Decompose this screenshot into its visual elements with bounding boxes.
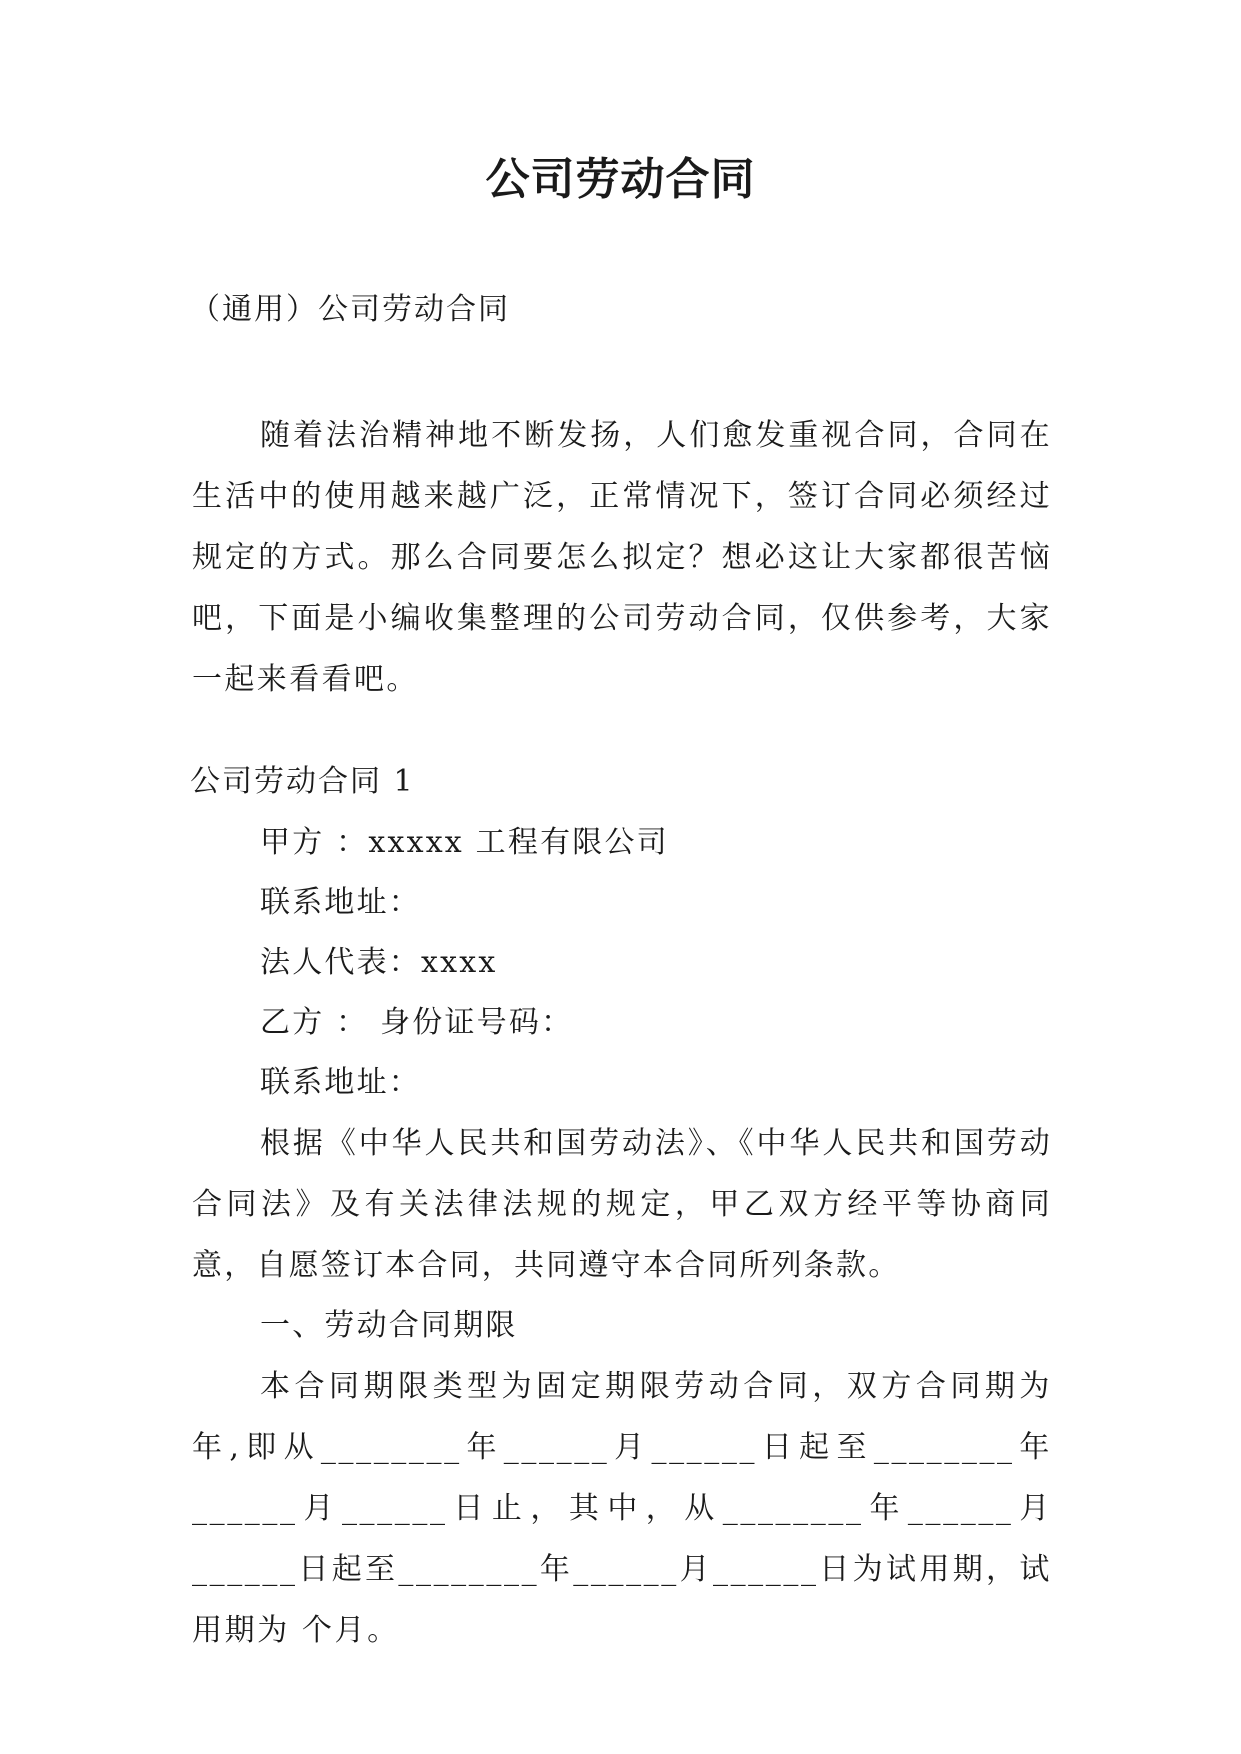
intro-paragraph: 随着法治精神地不断发扬，人们愈发重视合同，合同在生活中的使用越来越广泛，正常情况下，签订合同必须经过规定的方式。那么合同要怎么拟定？想必这让大家都很苦恼吧，下面是小编收集整理的公司劳动合同，仅供参考，大家一起来看看吧。 bbox=[192, 418, 1052, 697]
document-title: 公司劳动合同 bbox=[485, 154, 756, 205]
clause-1-title: 一、劳动合同期限 bbox=[260, 1308, 518, 1343]
intro-paragraph-block bbox=[192, 405, 1052, 710]
legal-representative-line: 法人代表：xxxx bbox=[260, 945, 498, 980]
party-b-line: 乙方 ： 身份证号码： bbox=[260, 1005, 574, 1040]
party-b-address-line: 联系地址： bbox=[260, 1065, 421, 1100]
contract-body bbox=[192, 813, 1052, 1661]
legal-basis-paragraph: 根据《中华人民共和国劳动法》、《中华人民共和国劳动合同法》及有关法律法规的规定，甲乙双方经平等协商同意，自愿签订本合同，共同遵守本合同所列条款。 bbox=[192, 1126, 1052, 1283]
section-title: 公司劳动合同 1 bbox=[190, 764, 415, 799]
clause-1-paragraph: 本合同期限类型为固定期限劳动合同，双方合同期为年,即从________年______月______日起至________年______月______日止，其中，从________年______月______日起至________年______月______日为试用期，试用期为 个月。 bbox=[192, 1369, 1052, 1648]
party-a-address-line: 联系地址： bbox=[260, 885, 421, 920]
document-subtitle: （通用）公司劳动合同 bbox=[190, 292, 510, 327]
party-a-line: 甲方 ：xxxxx 工程有限公司 bbox=[260, 825, 669, 860]
